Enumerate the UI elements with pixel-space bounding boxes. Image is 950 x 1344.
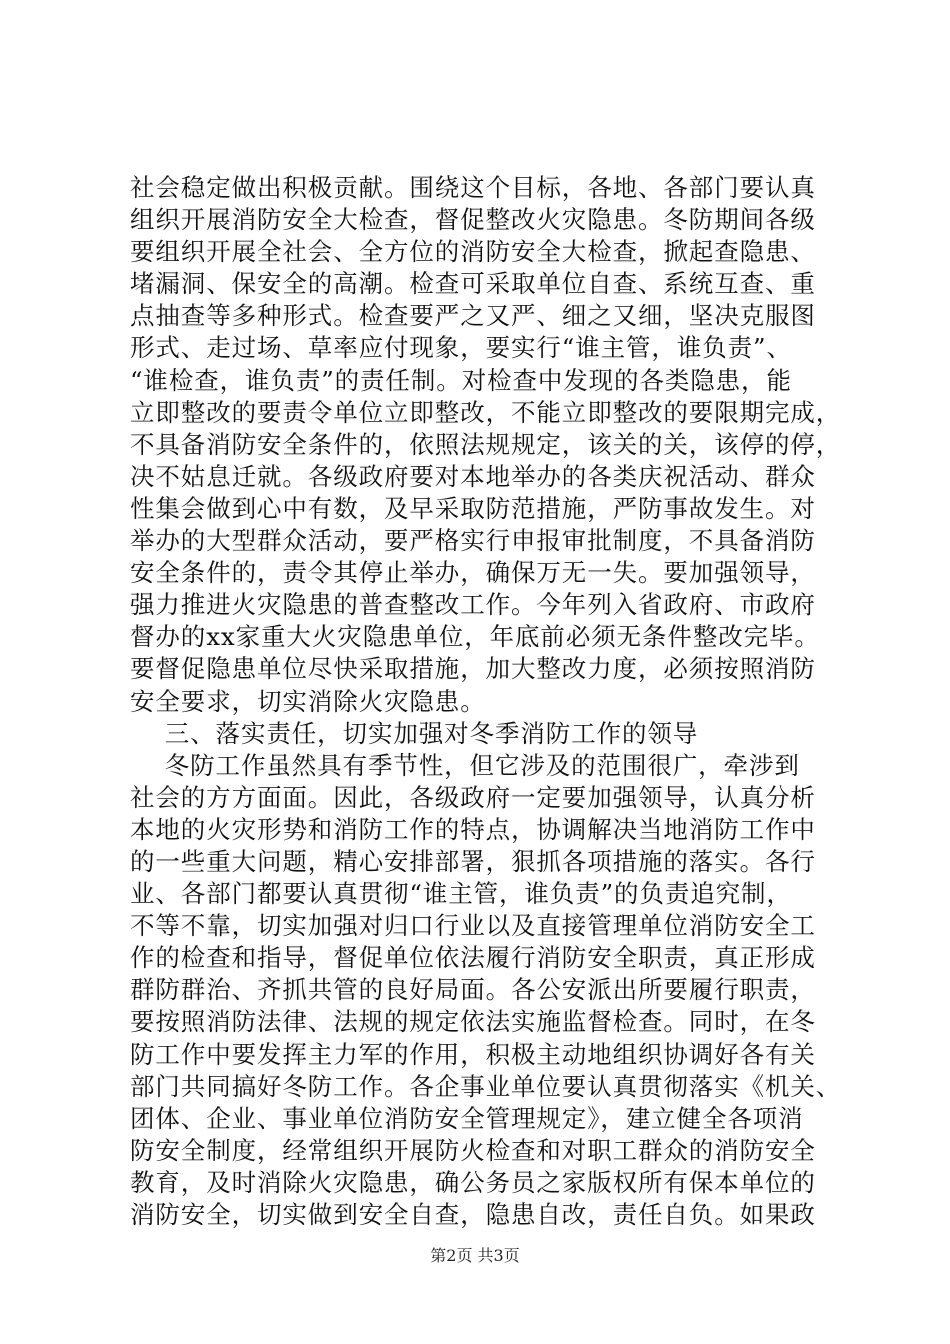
text-line: 要组织开展全社会、全方位的消防安全大检查，掀起查隐患、 <box>130 237 816 267</box>
text-line: 要督促隐患单位尽快采取措施，加大整改力度，必须按照消防 <box>130 654 816 684</box>
text-line: 举办的大型群众活动，要严格实行申报审批制度，不具备消防 <box>130 526 816 556</box>
text-line: 形式、走过场、草率应付现象，要实行“谁主管，谁负责”、 <box>130 333 792 363</box>
text-line: 立即整改的要责令单位立即整改，不能立即整改的要限期完成， <box>130 397 842 427</box>
body-text <box>130 172 842 1231</box>
text-line: 群防群治、齐抓共管的良好局面。各公安派出所要履行职责， <box>130 975 816 1005</box>
text-line: “谁检查，谁负责”的责任制。对检查中发现的各类隐患，能 <box>130 365 792 395</box>
text-line: 本地的火灾形势和消防工作的特点，协调解决当地消防工作中 <box>130 814 816 844</box>
text-line: 消防安全，切实做到安全自查，隐患自改，责任自负。如果政 <box>130 1200 816 1229</box>
text-line: 社会的方方面面。因此，各级政府一定要加强领导，认真分析 <box>130 782 816 812</box>
text-line: 业、各部门都要认真贯彻“谁主管，谁负责”的负责追究制， <box>130 879 792 909</box>
text-line: 部门共同搞好冬防工作。各企事业单位要认真贯彻落实《机关、 <box>130 1071 842 1101</box>
text-line: 防工作中要发挥主力军的作用，积极主动地组织协调好各有关 <box>130 1039 816 1069</box>
text-line: 强力推进火灾隐患的普查整改工作。今年列入省政府、市政府 <box>130 590 816 620</box>
text-line: 教育，及时消除火灾隐患，确公务员之家版权所有保本单位的 <box>130 1167 816 1197</box>
text-line: 安全条件的，责令其停止举办，确保万无一失。要加强领导， <box>130 558 816 588</box>
page-footer: 第2页 共3页 <box>430 1246 520 1265</box>
text-line: 不具备消防安全条件的，依照法规规定，该关的关，该停的停， <box>130 429 842 459</box>
text-line: 性集会做到心中有数，及早采取防范措施，严防事故发生。对 <box>130 493 816 523</box>
text-line: 安全要求，切实消除火灾隐患。 <box>130 686 486 716</box>
text-line: 作的检查和指导，督促单位依法履行消防安全职责，真正形成 <box>130 943 816 973</box>
text-line: 要按照消防法律、法规的规定依法实施监督检查。同时，在冬 <box>130 1007 816 1037</box>
text-line: 督办的xx家重大火灾隐患单位，年底前必须无条件整改完毕。 <box>130 622 820 652</box>
text-line: 防安全制度，经常组织开展防火检查和对职工群众的消防安全 <box>130 1135 816 1165</box>
text-line: 的一些重大问题，精心安排部署，狠抓各项措施的落实。各行 <box>130 846 816 876</box>
text-line: 堵漏洞、保安全的高潮。检查可采取单位自查、系统互查、重 <box>130 269 816 299</box>
text-line: 三、落实责任，切实加强对冬季消防工作的领导 <box>130 718 699 748</box>
text-line: 团体、企业、事业单位消防安全管理规定》，建立健全各项消 <box>130 1103 804 1133</box>
text-line: 决不姑息迁就。各级政府要对本地举办的各类庆祝活动、群众 <box>130 461 816 491</box>
text-line: 不等不靠，切实加强对归口行业以及直接管理单位消防安全工 <box>130 911 816 941</box>
text-line: 社会稳定做出积极贡献。围绕这个目标，各地、各部门要认真 <box>130 173 816 202</box>
text-line: 点抽查等多种形式。检查要严之又严、细之又细，坚决克服图 <box>130 301 816 331</box>
text-line: 组织开展消防安全大检查，督促整改火灾隐患。冬防期间各级 <box>130 205 816 235</box>
text-line: 冬防工作虽然具有季节性，但它涉及的范围很广，牵涉到 <box>130 750 800 780</box>
